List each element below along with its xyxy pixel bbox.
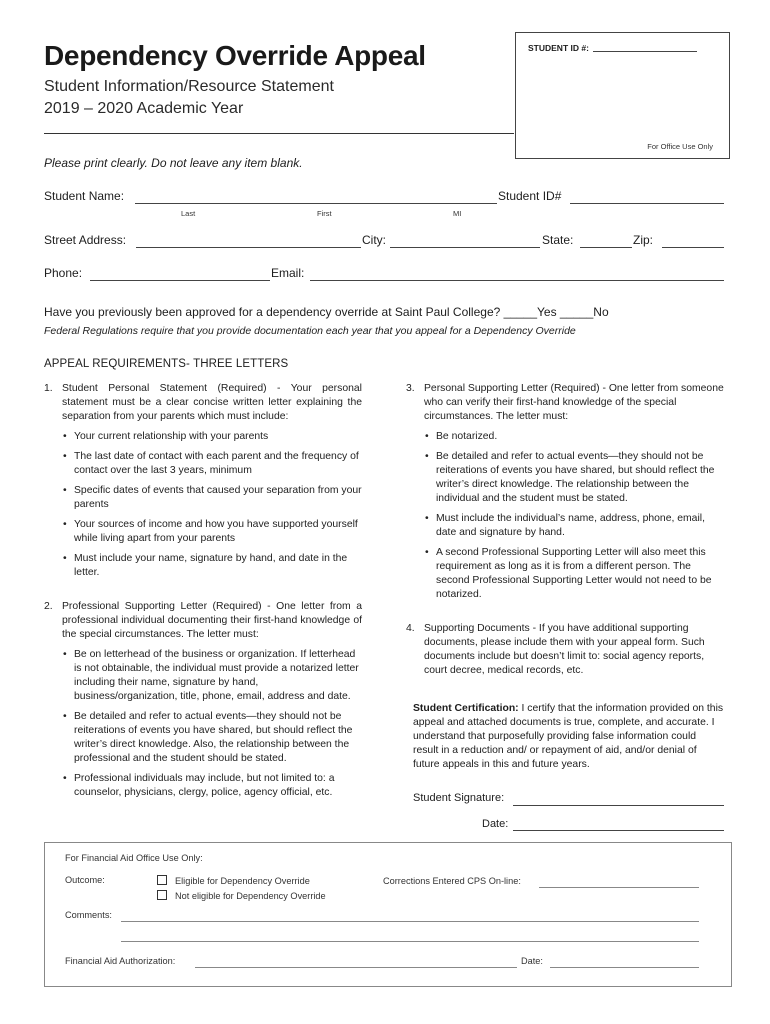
header-divider <box>44 133 514 134</box>
certification-title: Student Certification: <box>413 703 519 714</box>
requirement-3-bullet: • Must include the individual’s name, address, phone, email, date and signature by hand. <box>424 512 724 540</box>
office-student-id-label: STUDENT ID #: <box>528 43 589 53</box>
requirement-3-number: 3. <box>406 383 415 394</box>
requirement-3-text: - One letter from someone who can verify their first-hand knowledge of the special circumstances. The letter must: <box>424 383 724 422</box>
phone-field[interactable] <box>90 280 270 281</box>
phone-label: Phone: <box>44 266 83 280</box>
requirement-4 <box>406 622 724 678</box>
requirement-2-number: 2. <box>44 601 53 612</box>
requirement-2-bullet: • Be detailed and refer to actual events—they should not be reiterations of events you have shared, but should reflect the writer’s direct knowledge. Also, the relationship between the professional and the student should be stated. <box>62 710 362 766</box>
last-name-hint: Last <box>181 209 196 218</box>
requirement-3-bullet: • Be notarized. <box>424 430 724 444</box>
state-label: State: <box>542 233 574 247</box>
student-signature-label: Student Signature: <box>413 792 505 804</box>
middle-initial-hint: MI <box>453 209 462 218</box>
requirement-2-bullet: • Professional individuals may include, but not limited to: a counselor, physicians, clergy, police, agency official, etc. <box>62 772 362 800</box>
street-address-field[interactable] <box>136 247 361 248</box>
subtitle-academic-year: 2019 – 2020 Academic Year <box>44 100 244 117</box>
prior-override-question: Have you previously been approved for a dependency override at Saint Paul College? _____Yes _____No <box>44 305 609 319</box>
email-label: Email: <box>271 266 305 280</box>
student-certification <box>413 702 724 772</box>
student-name-field[interactable] <box>135 203 497 204</box>
office-use-note: For Office Use Only <box>647 142 713 151</box>
street-address-label: Street Address: <box>44 233 127 247</box>
authorization-field[interactable] <box>195 967 517 968</box>
requirement-1-bullet: • Your sources of income and how you have supported yourself while living apart from your parents <box>62 518 362 546</box>
requirement-2 <box>44 600 362 800</box>
requirement-3-title: Personal Supporting Letter (Required) <box>424 383 600 394</box>
eligible-option[interactable] <box>157 875 310 886</box>
corrections-label: Corrections Entered CPS On-line: <box>383 876 521 886</box>
student-signature-field[interactable] <box>513 805 724 806</box>
requirement-3-bullet: • Be detailed and refer to actual events—they should not be reiterations of events you have shared, but should reflect the writer’s direct knowledge. The relationship between the individual and the student must be stated. <box>424 450 724 506</box>
student-id-field[interactable] <box>570 203 724 204</box>
comments-field-line-1[interactable] <box>121 921 699 922</box>
requirement-1-bullet: • Must include your name, signature by hand, and date in the letter. <box>62 552 362 580</box>
first-name-hint: First <box>317 209 332 218</box>
student-name-label: Student Name: <box>44 189 125 203</box>
city-field[interactable] <box>390 247 540 248</box>
requirement-1-bullet: • Your current relationship with your parents <box>62 430 362 444</box>
requirement-2-title: Professional Supporting Letter (Required) <box>62 601 262 612</box>
office-date-label: Date: <box>521 956 543 966</box>
requirement-3 <box>406 382 724 602</box>
requirement-1-title: Student Personal Statement (Required) <box>62 383 267 394</box>
office-use-heading: For Financial Aid Office Use Only: <box>65 853 203 863</box>
not-eligible-option[interactable] <box>157 890 326 901</box>
comments-field-line-2[interactable] <box>121 941 699 942</box>
requirement-2-text: - One letter from a professional individual documenting their first-hand knowledge of the special circumstances. The letter must: <box>62 601 362 640</box>
eligible-label: Eligible for Dependency Override <box>175 876 310 886</box>
requirement-1-bullet: • Specific dates of events that caused your separation from your parents <box>62 484 362 512</box>
requirement-4-title: Supporting Documents <box>424 623 530 634</box>
office-student-id-line[interactable] <box>593 51 697 52</box>
outcome-label: Outcome: <box>65 875 105 885</box>
city-label: City: <box>362 233 386 247</box>
appeal-requirements-heading: APPEAL REQUIREMENTS- THREE LETTERS <box>44 358 289 370</box>
subtitle-statement: Student Information/Resource Statement <box>44 78 334 95</box>
office-student-id <box>528 43 697 53</box>
office-date-field[interactable] <box>550 967 699 968</box>
requirements-left-column <box>44 382 362 800</box>
state-field[interactable] <box>580 247 632 248</box>
office-use-box <box>515 32 730 159</box>
instructions: Please print clearly. Do not leave any item blank. <box>44 156 303 170</box>
not-eligible-label: Not eligible for Dependency Override <box>175 891 326 901</box>
requirement-1-bullet: • The last date of contact with each parent and the frequency of contact over the last 3 years, minimum <box>62 450 362 478</box>
requirements-right-column <box>406 382 724 678</box>
requirement-1 <box>44 382 362 580</box>
student-id-label: Student ID# <box>498 189 562 203</box>
page-title: Dependency Override Appeal <box>44 40 426 71</box>
not-eligible-checkbox[interactable] <box>157 890 167 900</box>
corrections-field[interactable] <box>539 887 699 888</box>
requirement-3-bullet: • A second Professional Supporting Letter will also meet this requirement as long as it is from a different person. The second Professional Supporting Letter would not need to be notarized. <box>424 546 724 602</box>
requirement-4-text: - If you have additional supporting documents, please include them with your appeal form. Such documents include but doesn’t limit to: social agency reports, court decree, medical records, etc. <box>424 623 705 676</box>
certification-text: I certify that the information provided on this appeal and attached documents is true, complete, and accurate. I understand that purposefully providing false information could result in a reduction and/ or repayment of aid, and/or denial of future appeals in this and future years. <box>413 703 724 770</box>
federal-regulations-note: Federal Regulations require that you provide documentation each year that you appeal for a Dependency Override <box>44 325 576 337</box>
zip-label: Zip: <box>633 233 654 247</box>
comments-label: Comments: <box>65 910 112 920</box>
requirement-1-number: 1. <box>44 383 53 394</box>
certification-date-field[interactable] <box>513 830 724 831</box>
requirement-1-text: - Your personal statement must be a clear concise written letter explaining the separation from your parents which must include: <box>62 383 362 422</box>
requirement-4-number: 4. <box>406 623 415 634</box>
financial-aid-office-box <box>44 842 732 987</box>
email-field[interactable] <box>310 280 724 281</box>
eligible-checkbox[interactable] <box>157 875 167 885</box>
requirement-2-bullet: • Be on letterhead of the business or organization. If letterhead is not obtainable, the individual must provide a notarized letter including their name, signature by hand, business/organization, title, phone, email, address and date. <box>62 648 362 704</box>
certification-date-label: Date: <box>482 818 509 830</box>
zip-field[interactable] <box>662 247 724 248</box>
authorization-label: Financial Aid Authorization: <box>65 956 176 966</box>
